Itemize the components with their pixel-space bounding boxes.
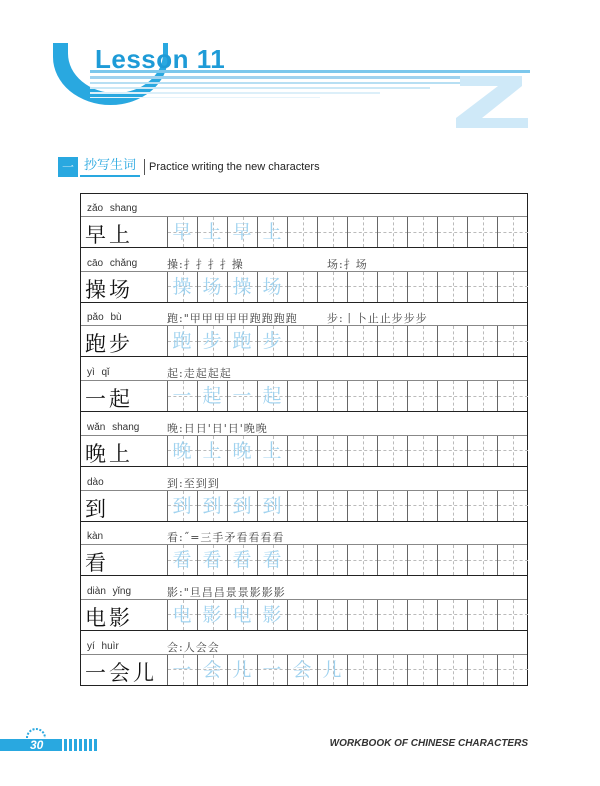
writing-cell[interactable] — [437, 272, 467, 302]
writing-cell[interactable] — [467, 326, 497, 356]
trace-character: 到 — [202, 494, 222, 517]
writing-cell[interactable] — [497, 381, 527, 411]
writing-cell[interactable] — [407, 545, 437, 575]
writing-cell[interactable] — [497, 545, 527, 575]
footer-ornament — [25, 728, 47, 738]
writing-cell[interactable] — [287, 436, 317, 466]
pinyin-line — [81, 522, 527, 545]
writing-cell[interactable] — [497, 272, 527, 302]
vocabulary-word: 电影 — [85, 605, 133, 630]
trace-character: 上 — [262, 221, 282, 243]
pinyin-line — [81, 249, 527, 272]
trace-character: 电 — [172, 603, 192, 626]
writing-cell[interactable] — [467, 381, 497, 411]
practice-row — [81, 249, 527, 304]
pinyin-text: zǎo shang — [87, 203, 138, 214]
pinyin-line — [81, 303, 527, 326]
writing-cell[interactable] — [317, 436, 347, 466]
footer-ticks — [64, 739, 104, 751]
writing-cell[interactable] — [347, 600, 377, 630]
writing-cell[interactable] — [407, 326, 437, 356]
pinyin-line — [81, 358, 527, 381]
practice-row — [81, 303, 527, 358]
pinyin-text: wǎn shang — [87, 421, 140, 433]
trace-character: 影 — [262, 603, 282, 626]
writing-cell[interactable] — [317, 272, 347, 302]
trace-character: 看 — [262, 549, 282, 572]
vocabulary-word: 一起 — [85, 387, 133, 412]
writing-cell[interactable] — [437, 381, 467, 411]
writing-cell[interactable] — [317, 600, 347, 630]
stroke-order: 到:至到到 — [167, 476, 220, 490]
writing-cell[interactable] — [467, 600, 497, 630]
trace-character: 上 — [202, 221, 222, 243]
trace-character: 上 — [262, 439, 282, 462]
writing-cell[interactable] — [497, 436, 527, 466]
writing-cell[interactable] — [377, 655, 407, 685]
writing-boxes — [81, 545, 527, 576]
trace-character: 一 — [262, 658, 282, 681]
trace-character: 看 — [232, 549, 252, 572]
practice-row — [81, 194, 527, 249]
writing-boxes — [81, 655, 527, 686]
section-divider — [144, 159, 145, 175]
lesson-number-graphic — [452, 72, 532, 130]
writing-cell[interactable] — [377, 545, 407, 575]
writing-boxes — [81, 600, 527, 631]
stroke-order: 起:走起起起 — [167, 367, 232, 381]
section-number: 一 — [58, 157, 78, 177]
trace-character: 步 — [202, 330, 222, 353]
trace-character: 操 — [232, 275, 252, 298]
trace-character: 看 — [202, 549, 222, 572]
stroke-order: 场:扌场 — [327, 257, 368, 271]
writing-cell[interactable] — [347, 217, 377, 247]
pinyin-line — [81, 632, 527, 655]
writing-cell[interactable] — [287, 491, 317, 521]
practice-row — [81, 468, 527, 523]
trace-character: 上 — [202, 439, 222, 462]
writing-cell[interactable] — [377, 491, 407, 521]
stroke-order: 会:人会会 — [167, 640, 220, 654]
trace-character: 儿 — [232, 658, 252, 681]
writing-cell[interactable] — [317, 217, 347, 247]
vocabulary-word: 到 — [85, 496, 109, 521]
writing-cell[interactable] — [497, 217, 527, 247]
pinyin-line — [81, 468, 527, 491]
writing-cell[interactable] — [497, 491, 527, 521]
writing-cell[interactable] — [407, 436, 437, 466]
trace-character: 跑 — [232, 330, 252, 353]
trace-character: 一 — [232, 385, 252, 408]
trace-character: 一 — [172, 385, 192, 408]
writing-cell[interactable] — [377, 272, 407, 302]
writing-cell[interactable] — [497, 326, 527, 356]
writing-cell[interactable] — [437, 436, 467, 466]
writing-cell[interactable] — [317, 491, 347, 521]
trace-character: 看 — [172, 549, 192, 572]
writing-cell[interactable] — [437, 545, 467, 575]
writing-cell[interactable] — [407, 381, 437, 411]
writing-cell[interactable] — [467, 655, 497, 685]
practice-row — [81, 577, 527, 632]
lesson-title: Lesson 11 — [95, 44, 226, 74]
writing-cell[interactable] — [287, 545, 317, 575]
section-heading — [58, 156, 320, 178]
writing-cell[interactable] — [437, 491, 467, 521]
trace-character: 早 — [232, 221, 252, 243]
pinyin-text: kàn — [87, 531, 104, 543]
writing-cell[interactable] — [437, 600, 467, 630]
trace-character: 儿 — [322, 658, 342, 681]
section-title-chinese: 抄写生词 — [80, 157, 140, 177]
writing-cell[interactable] — [287, 272, 317, 302]
book-title: WORKBOOK OF CHINESE CHARACTERS — [329, 738, 528, 749]
writing-cell[interactable] — [347, 436, 377, 466]
writing-cell[interactable] — [497, 655, 527, 685]
trace-character: 早 — [172, 221, 192, 243]
section-subtitle: Practice writing the new characters — [149, 161, 320, 173]
writing-cell[interactable] — [347, 545, 377, 575]
trace-character: 晚 — [232, 439, 252, 462]
writing-cell[interactable] — [437, 326, 467, 356]
writing-cell[interactable] — [287, 217, 317, 247]
vocabulary-word: 晚上 — [85, 441, 133, 466]
writing-cell[interactable] — [437, 655, 467, 685]
writing-cell[interactable] — [347, 655, 377, 685]
writing-cell[interactable] — [377, 326, 407, 356]
writing-cell[interactable] — [317, 326, 347, 356]
pinyin-text: cāo chǎng — [87, 257, 138, 269]
trace-character: 到 — [172, 494, 192, 517]
vocabulary-word: 操场 — [85, 277, 133, 302]
stroke-order: 看:˝=三手矛看看看看 — [167, 531, 285, 545]
trace-character: 影 — [202, 603, 222, 626]
writing-cell[interactable] — [377, 600, 407, 630]
writing-cell[interactable] — [437, 217, 467, 247]
writing-cell[interactable] — [407, 491, 437, 521]
writing-cell[interactable] — [407, 655, 437, 685]
pinyin-text: pǎo bù — [87, 312, 122, 324]
pinyin-text: dào — [87, 476, 104, 488]
trace-character: 场 — [262, 275, 282, 298]
trace-character: 跑 — [172, 330, 192, 353]
pinyin-line — [81, 194, 527, 217]
writing-cell[interactable] — [377, 217, 407, 247]
writing-cell[interactable] — [467, 436, 497, 466]
vocabulary-word: 跑步 — [85, 332, 133, 357]
practice-row — [81, 522, 527, 577]
writing-cell[interactable] — [377, 381, 407, 411]
trace-character: 会 — [292, 658, 312, 681]
stroke-order: 跑:"甲甲甲甲甲跑跑跑跑 — [167, 312, 298, 326]
writing-cell[interactable] — [347, 272, 377, 302]
trace-character: 晚 — [172, 439, 192, 462]
trace-character: 到 — [232, 494, 252, 517]
stroke-order: 影:"旦昌昌景景影影影 — [167, 585, 286, 599]
writing-cell[interactable] — [287, 381, 317, 411]
trace-character: 起 — [262, 385, 282, 408]
trace-character: 操 — [172, 275, 192, 298]
stroke-order: 操:扌扌扌扌操 — [167, 257, 244, 271]
writing-cell[interactable] — [347, 491, 377, 521]
writing-cell[interactable] — [467, 217, 497, 247]
practice-row — [81, 413, 527, 468]
trace-character: 起 — [202, 385, 222, 408]
writing-boxes — [81, 272, 527, 303]
stroke-order: 晚:日日'日'日'晚晚 — [167, 421, 268, 435]
trace-character: 电 — [232, 603, 252, 626]
writing-boxes — [81, 491, 527, 522]
writing-boxes — [81, 217, 527, 248]
page-number: 30 — [30, 738, 44, 752]
writing-cell[interactable] — [287, 326, 317, 356]
writing-cell[interactable] — [407, 217, 437, 247]
writing-cell[interactable] — [497, 600, 527, 630]
writing-boxes — [81, 326, 527, 357]
writing-cell[interactable] — [407, 600, 437, 630]
writing-cell[interactable] — [347, 381, 377, 411]
stroke-order: 步:丨卜止止步步步 — [327, 312, 428, 326]
writing-cell[interactable] — [287, 600, 317, 630]
writing-boxes — [81, 436, 527, 467]
pinyin-text: yì qǐ — [87, 367, 110, 379]
vocabulary-word: 看 — [85, 551, 109, 576]
writing-cell[interactable] — [377, 436, 407, 466]
pinyin-line — [81, 577, 527, 600]
writing-cell[interactable] — [407, 272, 437, 302]
writing-cell[interactable] — [467, 272, 497, 302]
vocabulary-word: 早上 — [85, 223, 133, 247]
pinyin-text: diàn yǐng — [87, 585, 132, 597]
pinyin-text: yí huìr — [87, 640, 119, 652]
trace-character: 会 — [202, 658, 222, 681]
writing-boxes — [81, 381, 527, 412]
writing-cell[interactable] — [467, 491, 497, 521]
pinyin-line — [81, 413, 527, 436]
trace-character: 场 — [202, 275, 222, 298]
practice-row — [81, 358, 527, 413]
vocabulary-word: 一会儿 — [85, 660, 157, 685]
writing-cell[interactable] — [317, 545, 347, 575]
trace-character: 步 — [262, 330, 282, 353]
trace-character: 到 — [262, 494, 282, 517]
writing-cell[interactable] — [317, 381, 347, 411]
writing-cell[interactable] — [347, 326, 377, 356]
practice-row — [81, 632, 527, 687]
writing-cell[interactable] — [467, 545, 497, 575]
practice-worksheet — [80, 193, 528, 686]
trace-character: 一 — [172, 658, 192, 681]
